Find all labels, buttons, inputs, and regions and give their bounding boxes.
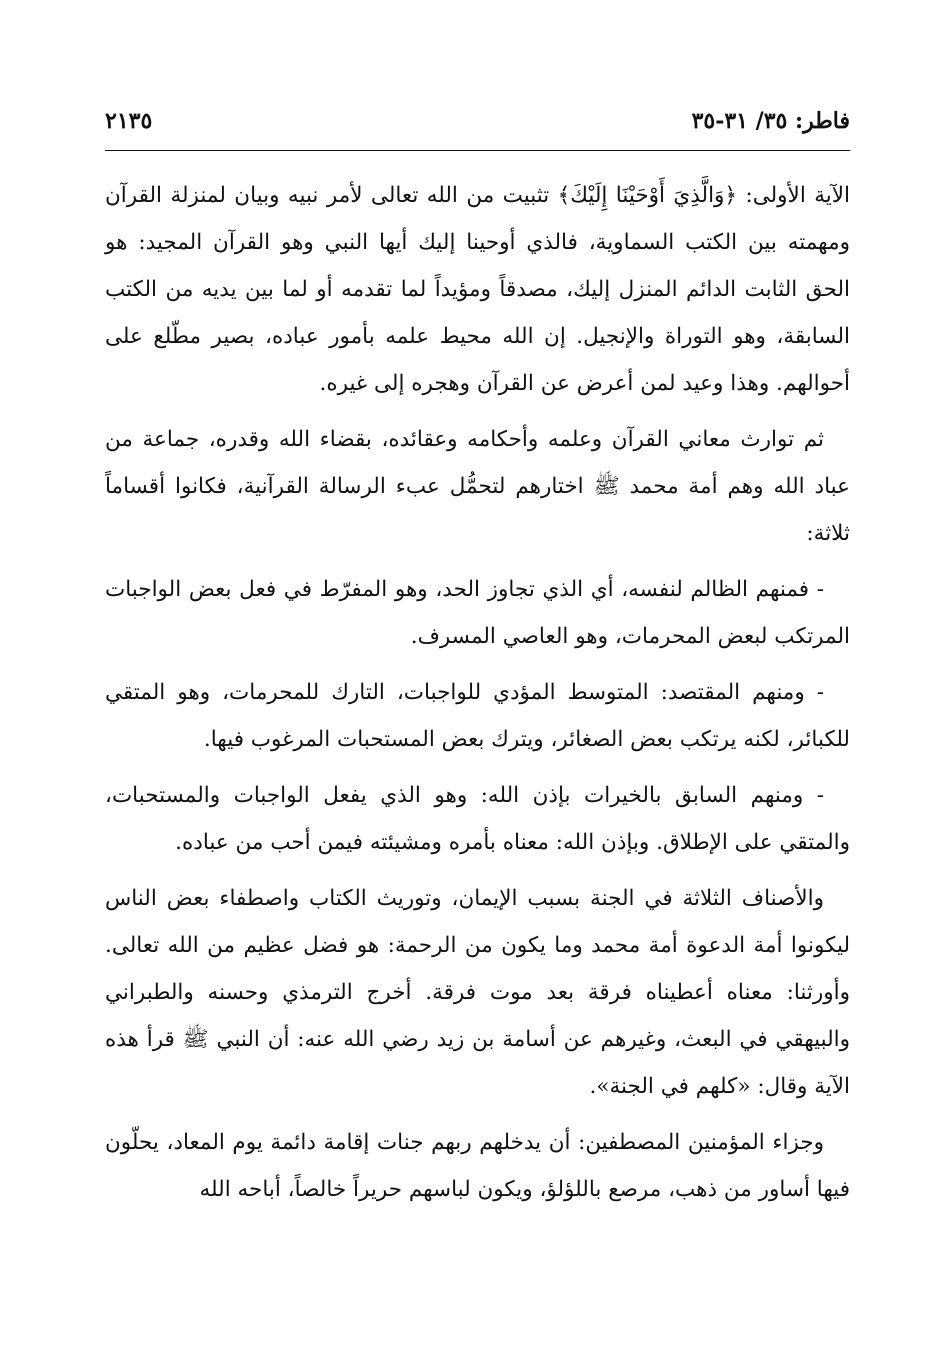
running-head: فاطر: ٣٥/ ٣١-٣٥ [691,108,850,134]
page-number: ٢١٣٥ [105,108,153,134]
verse-lead: الآية الأولى: [737,183,850,208]
header-divider [105,150,850,151]
paragraph: - ومنهم المقتصد: المتوسط المؤدي للواجبات، التارك للمحرمات، وهو المتقي للكبائر، لكنه يرتكب بعض الصغائر، ويترك بعض المستحبات المرغوب فيها. [105,680,850,752]
paragraph: والأصناف الثلاثة في الجنة بسبب الإيمان، وتوريث الكتاب واصطفاء بعض الناس ليكونوا أمة الدعوة أمة محمد وما يكون من الرحمة: هو فضل عظيم من الله تعالى. وأورثنا: معناه أعطيناه فرقة بعد موت فرقة. أخرج الترمذي وحسنه والطبراني والبيهقي في البعث، وغيرهم عن أسامة بن زيد رضي الله عنه: أن النبي ﷺ قرأ هذه الآية وقال: «كلهم في الجنة». [105,886,850,1099]
paragraph: - ومنهم السابق بالخيرات بإذن الله: وهو الذي يفعل الواجبات والمستحبات، والمتقي على الإطلاق. وبإذن الله: معناه بأمره ومشيئته فيمن أحب من عباده. [105,783,850,855]
quran-quote: ﴿وَالَّذِيَ أَوْحَيْنَا إِلَيْكَ﴾ [557,183,738,208]
body-text [105,172,850,1222]
paragraph: ثم توارث معاني القرآن وعلمه وأحكامه وعقائده، بقضاء الله وقدره، جماعة من عباد الله وهم أمة محمد ﷺ اختارهم لتحمُّل عبء الرسالة القرآنية، فكانوا أقساماً ثلاثة: [105,427,850,546]
page-header [105,108,850,148]
paragraph [105,172,850,407]
paragraph: وجزاء المؤمنين المصطفين: أن يدخلهم ربهم جنات إقامة دائمة يوم المعاد، يحلّون فيها أساور من ذهب، مرصع باللؤلؤ، ويكون لباسهم حريراً خالصاً، أباحه الله [105,1130,850,1202]
paragraph-text: تثبيت من الله تعالى لأمر نبيه وبيان لمنزلة القرآن ومهمته بين الكتب السماوية، فالذي أوحينا إليك أيها النبي وهو القرآن المجيد: هو الحق الثابت الدائم المنزل إليك، مصدقاً ومؤيداً لما تقدمه أو لما بين يديه من الكتب السابقة، وهو التوراة والإنجيل. إن الله محيط علمه بأمور عباده، بصير مطّلع على أحوالهم. وهذا وعيد لمن أعرض عن القرآن وهجره إلى غيره. [105,183,850,396]
paragraph: - فمنهم الظالم لنفسه، أي الذي تجاوز الحد، وهو المفرّط في فعل بعض الواجبات المرتكب لبعض المحرمات، وهو العاصي المسرف. [105,577,850,649]
